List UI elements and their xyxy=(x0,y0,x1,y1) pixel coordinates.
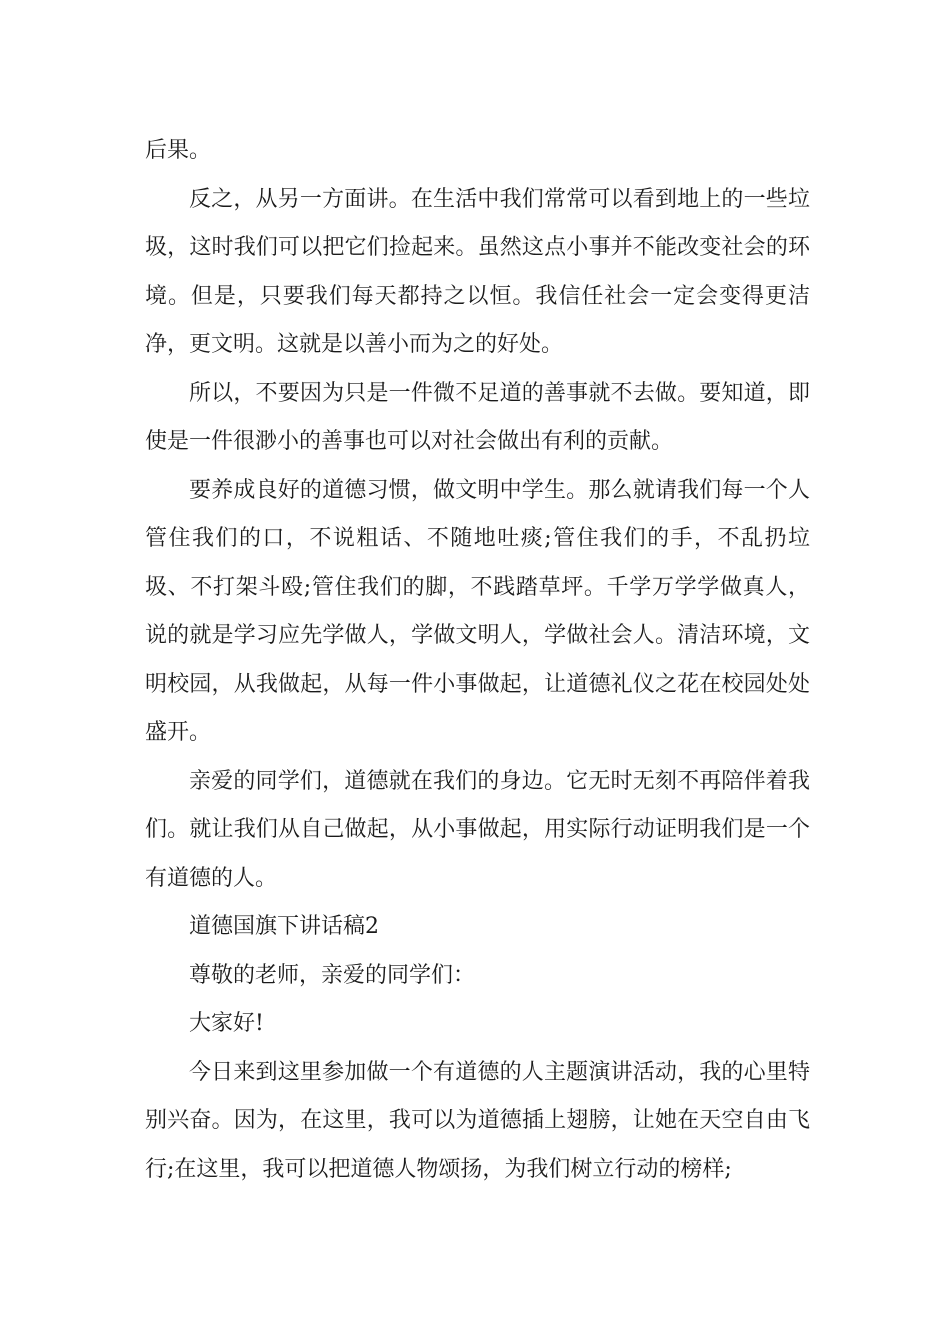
paragraph-small-deeds: 所以，不要因为只是一件微不足道的善事就不去做。要知道，即使是一件很渺小的善事也可以对社会做出有利的贡献。 xyxy=(145,380,810,454)
paragraph-speech-intro: 今日来到这里参加做一个有道德的人主题演讲活动，我的心里特别兴奋。因为，在这里，我可以为道德插上翅膀，让她在天空自由飞行;在这里，我可以把道德人物颂扬，为我们树立行动的榜样; xyxy=(145,1059,810,1182)
document-body xyxy=(145,127,810,1194)
paragraph-litter: 反之，从另一方面讲。在生活中我们常常可以看到地上的一些垃圾，这时我们可以把它们捡起来。虽然这点小事并不能改变社会的环境。但是，只要我们每天都持之以恒。我信任社会一定会变得更洁净，更文明。这就是以善小而为之的好处。 xyxy=(145,186,810,357)
greeting: 大家好! xyxy=(189,1011,264,1036)
paragraph-moral-habits: 要养成良好的道德习惯，做文明中学生。那么就请我们每一个人管住我们的口，不说粗话、不随地吐痰;管住我们的手，不乱扔垃圾、不打架斗殴;管住我们的脚，不践踏草坪。千学万学学做真人，说的就是学习应先学做人，学做文明人，学做社会人。清洁环境，文明校园，从我做起，从每一件小事做起，让道德礼仪之花在校园处处盛开。 xyxy=(145,477,810,745)
paragraph-continuation: 后果。 xyxy=(145,138,212,163)
section-title: 道德国旗下讲话稿2 xyxy=(189,914,379,939)
paragraph-closing: 亲爱的同学们，道德就在我们的身边。它无时无刻不再陪伴着我们。就让我们从自己做起，从小事做起，用实际行动证明我们是一个有道德的人。 xyxy=(145,768,810,891)
salutation: 尊敬的老师，亲爱的同学们： xyxy=(189,962,476,988)
